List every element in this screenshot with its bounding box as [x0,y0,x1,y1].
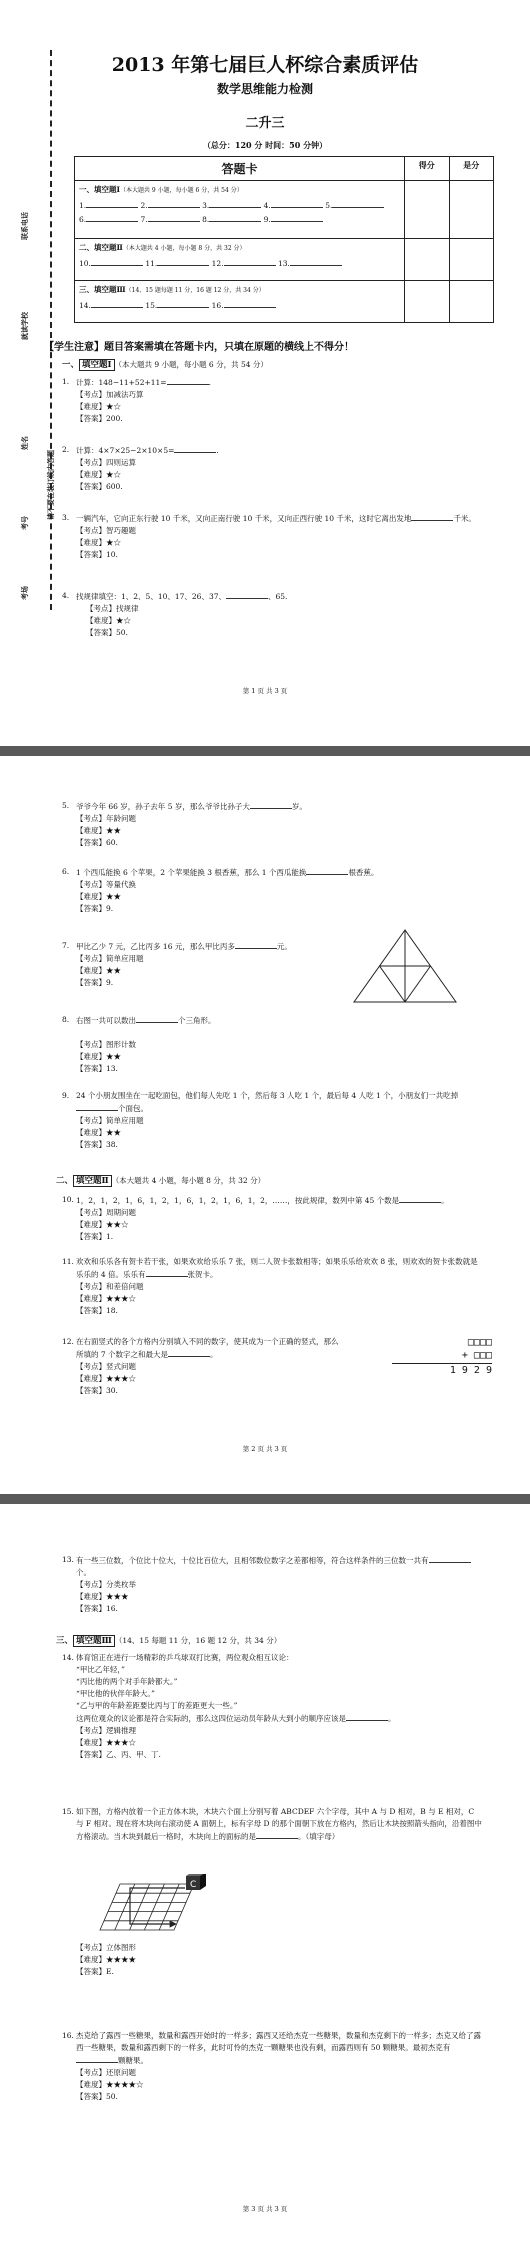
answer-blank-6[interactable] [86,213,138,222]
answer-blank-2[interactable] [148,199,200,208]
answer-blank-11[interactable] [157,257,209,266]
answer-card-score-col: 得分 [405,157,450,181]
question-15-answers: 【考点】立体图形 【难度】★★★★ 【答案】E. [76,1943,136,1976]
page-3 [0,1504,530,2246]
section-2-heading: 二、 填空题Ⅱ （本大题共 4 小题，每小题 8 分，共 32 分） [56,1176,266,1186]
answer-card-section-2: 二、填空题Ⅱ（本大题共 4 小题，每小题 8 分，共 32 分） 10. 11. 12. 13. [75,239,405,281]
answer-blank-15[interactable] [157,299,209,308]
question-9: 9. 24 个小朋友围坐在一起吃面包，他们每人先吃 1 个，然后每 3 人吃 1 个，最后每 4 人吃 1 个，小朋友们一共吃掉个面包。 【考点】简单应用题 【难度】★★ 【答案】38. [62,1091,459,1149]
side-label-warning: 请不要在装订线内答题 [46,450,55,520]
page-1 [0,0,530,746]
answer-card-title: 答题卡 [75,157,405,181]
triangle-figure [350,926,460,1006]
answer-blank-12[interactable] [224,257,276,266]
answer-blank-3[interactable] [209,199,261,208]
exam-meta: （总分：120 分 时间：50 分钟） [202,140,328,150]
answer-card [74,156,494,323]
question-12: 12. 在右面竖式的各个方格内分别填入不同的数字，使其成为一个正确的竖式，那么所填的 7 个数字之和最大是 。 【考点】竖式问题 【难度】★★★☆ 【答案】30. [62,1337,339,1395]
question-3: 3. 一辆汽车，它向正东行驶 10 千米，又向正南行驶 10 千米，又向正西行驶 10 千米，这时它离出发地 千米。 【考点】智巧趣题 【难度】★☆ 【答案】10. [62,513,476,559]
question-6: 6. 1 个西瓜能换 6 个苹果，2 个苹果能换 3 根香蕉，那么 1 个西瓜能换 根香蕉。 【考点】等量代换 【难度】★★ 【答案】9. [62,867,379,913]
answer-blank-8[interactable] [209,213,261,222]
page-footer-1: 第 1 页 共 3 页 [242,687,288,695]
page-footer-3: 第 3 页 共 3 页 [242,2205,288,2213]
answer-blank-13[interactable] [290,257,342,266]
answer-card-section-3: 三、填空题Ⅲ（14、15 题每题 11 分，16 题 12 分，共 34 分） 14. 15. 16. [75,281,405,323]
page-subtitle: 数学思维能力检测 [216,82,313,96]
answer-blank-10[interactable] [91,257,143,266]
answer-blank-7[interactable] [148,213,200,222]
svg-text:C: C [190,1880,197,1890]
answer-card-section-1: 一、填空题Ⅰ（本大题共 9 小题，每小题 6 分，共 54 分） 1. 2. 3. 4. 5. 6. 7. 8. 9. [75,181,405,239]
answer-blank-4[interactable] [271,199,323,208]
cube-icon [186,1874,206,1890]
answer-blank-9[interactable] [271,213,323,222]
answer-card-grader-col: 是分 [449,157,494,181]
question-11: 11. 欢欢和乐乐各有贺卡若干张，如果欢欢给乐乐 7 张，则二人贺卡张数相等；如果乐乐给欢欢 8 张，则欢欢的贺卡张数就是乐乐的 4 倍。乐乐有 张贺卡。 【考点】和差倍问题 【难度】★★★☆ 【答案】18. [62,1257,478,1315]
answer-blank-16[interactable] [224,299,276,308]
section-3-heading: 三、 填空题Ⅲ （14、15 每题 11 分，16 题 12 分，共 34 分） [56,1636,282,1646]
question-7: 7. 甲比乙少 7 元，乙比丙多 16 元，那么甲比丙多 元。 【考点】简单应用题 【难度】★★ 【答案】9. [62,941,292,987]
side-label-name: 姓名 [20,436,29,450]
answer-blank-5[interactable] [332,199,384,208]
cube-grid-figure [90,1874,210,1936]
question-5: 5. 爷爷今年 66 岁，孙子去年 5 岁，那么爷爷比孙子大 岁。 【考点】年龄问题 【难度】★★ 【答案】60. [62,801,307,847]
question-13: 13. 有一些三位数，个位比十位大，十位比百位大，且相邻数位数字之差都相等，符合这样条件的三位数一共有个。 【考点】分类枚举 【难度】★★★ 【答案】16. [62,1554,482,1615]
answer-blank-1[interactable] [86,199,138,208]
page-title: 2013 年第七届巨人杯综合素质评估 [111,54,419,76]
question-1: 1. 计算：148−11+52+11= . 【考点】加减法巧算 【难度】★☆ 【答案】200. [62,377,211,423]
side-label-school: 就读学校 [20,312,29,340]
question-2: 2. 计算：4×7×25−2×10×5= . 【考点】四则运算 【难度】★☆ 【答案】600. [62,445,219,491]
question-8: 8. 右图一共可以数出 个三角形。 【考点】图形计数 【难度】★★ 【答案】13. [62,1015,216,1073]
page-2 [0,756,530,1494]
page-footer-2: 第 2 页 共 3 页 [242,1445,288,1453]
vertical-addition-puzzle: □□□□ + □□□ 1 9 2 9 [392,1336,492,1377]
binding-line [50,50,52,610]
question-4: 4. 找规律填空：1、2、5、10、17、26、37、 、65. 【考点】找规律 【难度】★☆ 【答案】50. [62,591,288,637]
question-16: 16. 杰克给了露西一些糖果，数量和露西开始时的一样多；露西又还给杰克一些糖果，数量和杰克剩下的一样多；杰克又给了露西一些糖果，数量和露西剩下的一样多，此时可怜的杰克一颗糖果也没有剩，而露西则有 50 颗糖果。最初杰克有颗糖果。 【考点】还原问题 【难度】★★★★☆ 【答案】50. [62,2031,481,2101]
question-14: 14. 体育馆正在进行一场精彩的乒乓球双打比赛，两位观众相互议论： “甲比乙年轻，” “丙比他的两个对手年龄都大。” “甲比他的伙伴年龄大。” “乙与甲的年龄差距要比丙与丁的差距更大一些。” 这两位观众的议论都是符合实际的，那么这四位运动员年龄从大到小的顺序应该是 。 【考点】逻辑推理 【难度】★★★☆ 【答案】乙、丙、甲、丁. [62,1653,396,1759]
side-label-phone: 联系电话 [20,212,29,240]
side-label-seat: 考场 [20,586,29,600]
side-label-exam-no: 考号 [20,516,29,530]
student-notice: 【学生注意】题目答案需填在答题卡内，只填在原题的横线上不得分！ [44,342,354,353]
answer-blank-14[interactable] [91,299,143,308]
grade-label: 二升三 [245,116,285,131]
section-1-heading: 一、 填空题Ⅰ （本大题共 9 小题，每小题 6 分，共 54 分） [62,360,268,370]
question-10: 10. 1，2，1，2，1，6，1，2，1，6，1，2，1，6，1，2，……，按此规律，数列中第 45 个数是 。 【考点】周期问题 【难度】★★☆ 【答案】1. [62,1195,449,1241]
question-15: 15. 如下图，方格内放着一个正方体木块，木块六个面上分别写着 ABCDEF 六个字母，其中 A 与 D 相对，B 与 E 相对，C 与 F 相对。现在将木块向右滚动使 A 面朝上，标有字母 D 的那个面朝下放在方格内，然后让木块按照箭头指向，沿着图中方格滚动。当木块到最后一格时，木块向上的面标的是 。（填字母） [62,1807,482,1841]
